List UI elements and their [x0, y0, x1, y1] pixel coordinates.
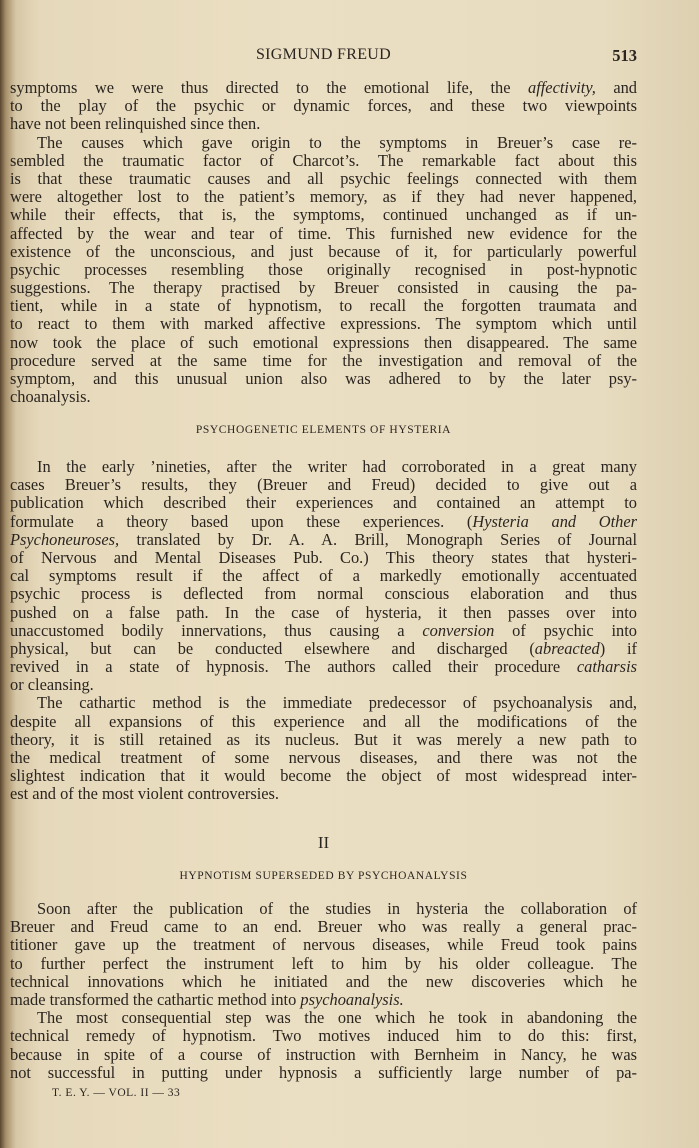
- text-line: [10, 152, 637, 170]
- text-line: [10, 918, 637, 936]
- text-segment: revived in a state of hypnosis. The authors called their procedure: [10, 657, 577, 677]
- italic-text: conversion: [422, 620, 495, 640]
- text-segment: psychic processes resembling those originally recognised in post-hypnotic: [10, 259, 637, 279]
- section-body-3: [10, 900, 637, 1082]
- text-segment: Breuer and Freud came to an end. Breuer who was really a general prac-: [10, 917, 637, 937]
- text-line: [10, 279, 637, 297]
- text-segment: technical remedy of hypnotism. Two motives induced him to do this: first,: [10, 1026, 637, 1046]
- text-segment: The cathartic method is the immediate predecessor of psychoanalysis and,: [37, 693, 637, 713]
- paragraph: [10, 900, 637, 1009]
- section-body-1: [10, 79, 637, 406]
- text-line: [10, 79, 637, 97]
- paragraph: [10, 79, 637, 134]
- text-segment: of psychic into: [494, 620, 638, 640]
- text-line: [10, 206, 637, 224]
- text-segment: pushed on a false path. In the case of hysteria, it then passes over into: [10, 602, 637, 622]
- paragraph: [10, 694, 637, 803]
- text-segment: tient, while in a state of hypnotism, to recall the forgotten traumata and: [10, 296, 637, 316]
- text-line: [10, 1064, 637, 1082]
- text-segment: symptom, and this unusual union also was adhered to by the later psy-: [10, 369, 637, 388]
- italic-text: catharsis: [576, 657, 637, 677]
- text-line: [10, 513, 637, 531]
- text-line: [10, 494, 637, 512]
- text-segment: to react to them with marked affective expressions. The symptom which until: [10, 314, 637, 334]
- text-line: [10, 188, 637, 206]
- text-segment: to the play of the psychic or dynamic forces, and these two viewpoints: [10, 96, 637, 116]
- italic-text: affectivity,: [528, 78, 596, 97]
- text-line: [10, 900, 637, 918]
- signature-mark: T. E. Y. — VOL. II — 33: [52, 1087, 181, 1099]
- text-line: [10, 936, 637, 954]
- text-segment: psychic process is deflected from normal conscious elaboration and thus: [10, 584, 637, 604]
- text-line: [10, 749, 637, 767]
- text-line: [10, 243, 637, 261]
- text-line: [10, 549, 637, 567]
- text-segment: est and of the most violent controversies.: [10, 784, 280, 804]
- text-segment: theory, it is still retained as its nucleus. But it was merely a new path to: [10, 729, 637, 749]
- text-segment: or cleansing.: [10, 675, 94, 695]
- text-segment: procedure served at the same time for the investigation and removal of the: [10, 350, 637, 370]
- text-segment: cases Breuer’s results, they (Breuer and Freud) decided to give out a: [10, 475, 637, 495]
- text-line: [10, 531, 637, 549]
- text-segment: because in spite of a course of instruction with Bernheim in Nancy, he was: [10, 1044, 637, 1064]
- text-line: [10, 622, 637, 640]
- text-segment: affected by the wear and tear of time. This furnished new evidence for the: [10, 223, 637, 243]
- paragraph: [10, 458, 637, 694]
- text-segment: and: [595, 78, 638, 97]
- text-line: [10, 767, 637, 785]
- text-segment: despite all expansions of this experience and all the modifications of the: [10, 711, 637, 731]
- italic-text: Hysteria and Other: [472, 511, 638, 531]
- chapter-numeral: II: [317, 833, 330, 852]
- text-segment: In the early ’nineties, after the writer had corroborated in a great many: [37, 457, 637, 476]
- text-line: [10, 676, 637, 694]
- text-segment: were altogether lost to the patient’s memory, as if they had never happened,: [10, 187, 637, 207]
- text-line: [10, 297, 637, 315]
- text-line: [10, 170, 637, 188]
- paragraph: [10, 134, 637, 407]
- text-segment: cal symptoms result if the affect of a markedly emotionally accentuated: [10, 566, 637, 586]
- text-line: [10, 352, 637, 370]
- text-line: [10, 134, 637, 152]
- text-line: [10, 261, 637, 279]
- text-segment: while their effects, that is, the symptoms, continued unchanged as if un-: [10, 205, 637, 225]
- text-line: [10, 640, 637, 658]
- italic-text: abreacted: [534, 638, 600, 658]
- text-line: [10, 97, 637, 115]
- text-line: [10, 731, 637, 749]
- paragraph: [10, 1009, 637, 1082]
- running-title: SIGMUND FREUD: [255, 46, 392, 63]
- text-segment: slightest indication that it would become the object of most widespread inter-: [10, 766, 637, 786]
- text-line: [10, 585, 637, 603]
- text-line: [10, 115, 637, 133]
- text-line: [10, 476, 637, 494]
- text-segment: unaccustomed bodily innervations, thus causing a: [10, 620, 423, 640]
- text-line: [10, 658, 637, 676]
- text-segment: not successful in putting under hypnosis a sufficiently large number of pa-: [10, 1062, 637, 1082]
- text-line: [10, 315, 637, 333]
- page-number: 513: [612, 46, 637, 65]
- text-line: [10, 713, 637, 731]
- text-segment: publication which described their experiences and contained an attempt to: [10, 493, 637, 513]
- text-segment: titioner gave up the treatment of nervous diseases, while Freud took pains: [10, 935, 637, 955]
- text-line: [10, 785, 637, 803]
- text-segment: symptoms we were thus directed to the emotional life, the: [10, 78, 528, 97]
- running-head: [10, 46, 637, 66]
- text-line: [10, 1027, 637, 1045]
- text-segment: the medical treatment of some nervous diseases, and there was not the: [10, 748, 637, 767]
- text-segment: suggestions. The therapy practised by Breuer consisted in causing the pa-: [10, 278, 637, 298]
- text-line: [10, 1009, 637, 1027]
- text-segment: translated by Dr. A. A. Brill, Monograph Series of Journal: [119, 529, 637, 549]
- text-segment: ) if: [599, 638, 637, 658]
- section-heading-psychogenetic: PSYCHOGENETIC ELEMENTS OF HYSTERIA: [195, 424, 452, 436]
- text-line: [10, 458, 637, 476]
- italic-text: psychoanalysis.: [300, 989, 404, 1009]
- text-segment: The most consequential step was the one which he took in abandoning the: [37, 1008, 637, 1028]
- text-line: [10, 991, 637, 1009]
- text-line: [10, 370, 637, 388]
- text-line: [10, 973, 637, 991]
- text-segment: choanalysis.: [10, 387, 91, 407]
- text-segment: sembled the traumatic factor of Charcot’s. The remarkable fact about this: [10, 150, 637, 170]
- text-segment: formulate a theory based upon these experiences. (: [10, 511, 473, 531]
- text-line: [10, 388, 637, 406]
- italic-text: Psychoneuroses,: [10, 529, 120, 549]
- text-segment: existence of the unconscious, and just because of it, for particularly powerful: [10, 241, 637, 261]
- text-segment: The causes which gave origin to the symptoms in Breuer’s case re-: [37, 132, 637, 152]
- section-heading-hypnotism: HYPNOTISM SUPERSEDED BY PSYCHOANALYSIS: [179, 870, 468, 882]
- text-line: [10, 604, 637, 622]
- text-line: [10, 225, 637, 243]
- text-line: [10, 694, 637, 712]
- text-line: [10, 567, 637, 585]
- text-segment: technical innovations which he initiated and the new discoveries which he: [10, 971, 637, 991]
- text-segment: of Nervous and Mental Diseases Pub. Co.) This theory states that hysteri-: [10, 547, 637, 567]
- text-line: [10, 1046, 637, 1064]
- section-body-2: [10, 458, 637, 804]
- text-segment: is that these traumatic causes and all psychic feelings connected with them: [10, 168, 637, 188]
- text-segment: have not been relinquished since then.: [10, 114, 261, 134]
- text-segment: Soon after the publication of the studies in hysteria the collaboration of: [37, 899, 637, 918]
- text-line: [10, 955, 637, 973]
- text-segment: now took the place of such emotional expressions then disappeared. The same: [10, 332, 637, 352]
- text-segment: to further perfect the instrument left to him by his older colleague. The: [10, 953, 637, 973]
- text-line: [10, 334, 637, 352]
- text-segment: made transformed the cathartic method into: [10, 989, 301, 1009]
- text-segment: physical, but can be conducted elsewhere and discharged (: [10, 638, 535, 658]
